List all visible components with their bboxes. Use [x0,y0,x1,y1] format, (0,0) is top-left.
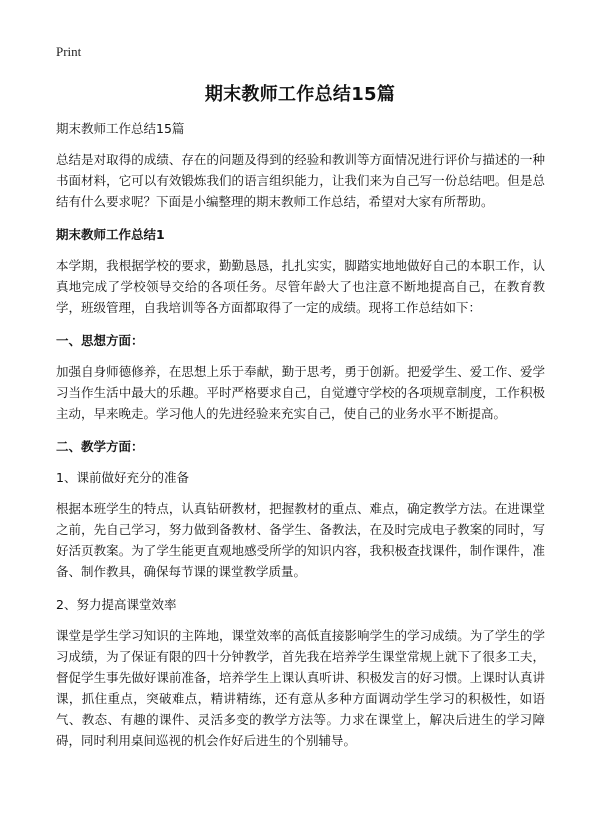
print-link[interactable]: Print [56,44,82,59]
intro-paragraph: 总结是对取得的成绩、存在的问题及得到的经验和教训等方面情况进行评价与描述的一种书面材料，它可以有效锻炼我们的语言组织能力，让我们来为自己写一份总结吧。但是总结有什么要求呢？下面是小编整理的期末教师工作总结，希望对大家有所帮助。 [56,152,545,209]
item-heading-efficiency: 2、努力提高课堂效率 [56,597,177,612]
article-body [56,118,545,763]
page-title: 期末教师工作总结15篇 [204,84,396,105]
item-heading-preparation: 1、课前做好充分的准备 [56,470,189,485]
section-1-paragraph: 本学期，我根据学校的要求，勤勤恳恳，扎扎实实，脚踏实地地做好自己的本职工作，认真地完成了学校领导交给的各项任务。尽管年龄大了也注意不断地提高自己，在教育教学，班级管理，自我培训等各方面都取得了一定的成绩。现将工作总结如下： [56,258,545,315]
section-heading-1: 期末教师工作总结1 [56,227,165,242]
item-preparation-paragraph: 根据本班学生的特点，认真钻研教材，把握教材的重点、难点，确定教学方法。在进课堂之前，先自己学习，努力做到备教材、备学生、备教法，在及时完成电子教案的同时，写好活页教案。为了学生能更直观地感受所学的知识内容，我积极查找课件，制作课件，准备、制作教具，确保每节课的课堂教学质量。 [56,501,545,579]
part-thought-paragraph: 加强自身师德修养，在思想上乐于奉献，勤于思考，勇于创新。把爱学生、爱工作、爱学习当作生活中最大的乐趣。平时严格要求自己，自觉遵守学校的各项规章制度，工作积极主动，早来晚走。学习他人的先进经验来充实自己，使自己的业务水平不断提高。 [56,364,545,421]
article-subtitle: 期末教师工作总结15篇 [56,121,185,136]
item-efficiency-paragraph: 课堂是学生学习知识的主阵地，课堂效率的高低直接影响学生的学习成绩。为了学生的学习成绩，为了保证有限的四十分钟教学，首先我在培养学生课堂常规上就下了很多工夫，督促学生事先做好课前准备，培养学生上课认真听讲、积极发言的好习惯。上课时认真讲课，抓住重点，突破难点，精讲精练，还有意从多种方面调动学生学习的积极性，如语气、教态、有趣的课件、灵活多变的教学方法等。力求在课堂上，解决后进生的学习障碍，同时利用桌间巡视的机会作好后进生的个别辅导。 [56,628,545,748]
part-heading-thought: 一、思想方面： [56,333,144,348]
part-heading-teaching: 二、教学方面： [56,439,144,454]
